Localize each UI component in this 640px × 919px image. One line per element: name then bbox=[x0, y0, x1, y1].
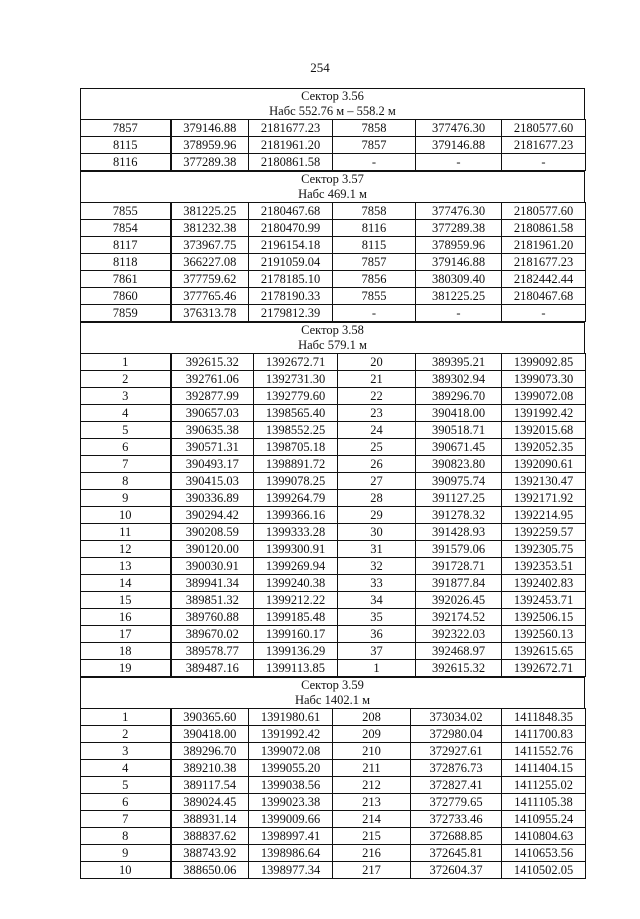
x-coordinate-cell: 377476.30 bbox=[416, 203, 502, 220]
sector-header bbox=[80, 171, 585, 202]
point-number-cell: 7861 bbox=[81, 271, 171, 288]
y-coordinate-cell: 1398552.25 bbox=[254, 422, 338, 439]
x-coordinate-cell: 389296.70 bbox=[171, 743, 249, 760]
x-coordinate-cell: 389296.70 bbox=[416, 388, 502, 405]
sector-header bbox=[80, 322, 585, 353]
point-number-cell: 1 bbox=[338, 660, 416, 677]
x-coordinate-cell: 377765.46 bbox=[171, 288, 249, 305]
y-coordinate-cell: 1391992.42 bbox=[502, 405, 586, 422]
sector-subtitle: Набс 1402.1 м bbox=[294, 693, 371, 707]
point-number-cell: 7860 bbox=[81, 288, 171, 305]
table-row bbox=[81, 760, 586, 777]
point-number-cell: 217 bbox=[333, 862, 411, 879]
x-coordinate-cell: 392468.97 bbox=[416, 643, 502, 660]
y-coordinate-cell: 1392560.13 bbox=[502, 626, 586, 643]
x-coordinate-cell: 389117.54 bbox=[171, 777, 249, 794]
table-row bbox=[81, 154, 586, 171]
y-coordinate-cell: 1398986.64 bbox=[249, 845, 333, 862]
point-number-cell: 24 bbox=[338, 422, 416, 439]
x-coordinate-cell: 389670.02 bbox=[171, 626, 254, 643]
point-number-cell: 7855 bbox=[81, 203, 171, 220]
sector-subtitle: Набс 579.1 м bbox=[298, 338, 367, 352]
x-coordinate-cell: 390294.42 bbox=[171, 507, 254, 524]
point-number-cell: 14 bbox=[81, 575, 171, 592]
x-coordinate-cell: 373967.75 bbox=[171, 237, 249, 254]
y-coordinate-cell: 2178190.33 bbox=[249, 288, 333, 305]
table-row bbox=[81, 237, 586, 254]
y-coordinate-cell: 2181961.20 bbox=[502, 237, 586, 254]
x-coordinate-cell: 391127.25 bbox=[416, 490, 502, 507]
point-number-cell: 213 bbox=[333, 794, 411, 811]
point-number-cell: 8115 bbox=[81, 137, 171, 154]
y-coordinate-cell: 2181677.23 bbox=[249, 120, 333, 137]
y-coordinate-cell: 1410502.05 bbox=[502, 862, 586, 879]
x-coordinate-cell: 376313.78 bbox=[171, 305, 249, 322]
point-number-cell: 21 bbox=[338, 371, 416, 388]
coordinates-document bbox=[80, 88, 585, 879]
point-number-cell: 3 bbox=[81, 388, 171, 405]
y-coordinate-cell: 1410653.56 bbox=[502, 845, 586, 862]
x-coordinate-cell: 366227.08 bbox=[171, 254, 249, 271]
x-coordinate-cell: 377476.30 bbox=[416, 120, 502, 137]
y-coordinate-cell: 1398891.72 bbox=[254, 456, 338, 473]
point-number-cell: 7857 bbox=[81, 120, 171, 137]
sector-subtitle: Набс 552.76 м – 558.2 м bbox=[269, 104, 396, 118]
x-coordinate-cell: 379146.88 bbox=[416, 137, 502, 154]
x-coordinate-cell: 389395.21 bbox=[416, 354, 502, 371]
y-coordinate-cell: 1411848.35 bbox=[502, 709, 586, 726]
y-coordinate-cell: 1392305.75 bbox=[502, 541, 586, 558]
point-number-cell: 8116 bbox=[333, 220, 416, 237]
point-number-cell: 6 bbox=[81, 439, 171, 456]
y-coordinate-cell: 1392402.83 bbox=[502, 575, 586, 592]
y-coordinate-cell: 1392615.65 bbox=[502, 643, 586, 660]
point-number-cell: 8117 bbox=[81, 237, 171, 254]
point-number-cell: 3 bbox=[81, 743, 171, 760]
y-coordinate-cell: 1399264.79 bbox=[254, 490, 338, 507]
x-coordinate-cell: 389487.16 bbox=[171, 660, 254, 677]
x-coordinate-cell: 392615.32 bbox=[416, 660, 502, 677]
y-coordinate-cell: 1410804.63 bbox=[502, 828, 586, 845]
y-coordinate-cell: 1410955.24 bbox=[502, 811, 586, 828]
point-number-cell: 7858 bbox=[333, 203, 416, 220]
table-row bbox=[81, 388, 586, 405]
table-row bbox=[81, 422, 586, 439]
table-row bbox=[81, 743, 586, 760]
x-coordinate-cell: 391428.93 bbox=[416, 524, 502, 541]
y-coordinate-cell: 2180577.60 bbox=[502, 120, 586, 137]
y-coordinate-cell: 2179812.39 bbox=[249, 305, 333, 322]
x-coordinate-cell: 392026.45 bbox=[416, 592, 502, 609]
point-number-cell: - bbox=[333, 154, 416, 171]
table-row bbox=[81, 660, 586, 677]
y-coordinate-cell: 1392672.71 bbox=[502, 660, 586, 677]
point-number-cell: 19 bbox=[81, 660, 171, 677]
table-row bbox=[81, 254, 586, 271]
y-coordinate-cell: 1399240.38 bbox=[254, 575, 338, 592]
x-coordinate-cell: 372980.04 bbox=[411, 726, 502, 743]
point-number-cell: 8 bbox=[81, 828, 171, 845]
y-coordinate-cell: 2180861.58 bbox=[249, 154, 333, 171]
x-coordinate-cell: 389578.77 bbox=[171, 643, 254, 660]
y-coordinate-cell: 1399136.29 bbox=[254, 643, 338, 660]
y-coordinate-cell: 1399366.16 bbox=[254, 507, 338, 524]
point-number-cell: 211 bbox=[333, 760, 411, 777]
table-row bbox=[81, 371, 586, 388]
x-coordinate-cell: 390336.89 bbox=[171, 490, 254, 507]
y-coordinate-cell: 1411105.38 bbox=[502, 794, 586, 811]
x-coordinate-cell: 390657.03 bbox=[171, 405, 254, 422]
point-number-cell: 2 bbox=[81, 371, 171, 388]
point-number-cell: 22 bbox=[338, 388, 416, 405]
y-coordinate-cell: - bbox=[502, 305, 586, 322]
table-row bbox=[81, 626, 586, 643]
table-row bbox=[81, 354, 586, 371]
x-coordinate-cell: 391728.71 bbox=[416, 558, 502, 575]
sector-table bbox=[80, 708, 586, 879]
point-number-cell: 7 bbox=[81, 811, 171, 828]
table-row bbox=[81, 137, 586, 154]
point-number-cell: 36 bbox=[338, 626, 416, 643]
x-coordinate-cell: 381225.25 bbox=[416, 288, 502, 305]
x-coordinate-cell: 390571.31 bbox=[171, 439, 254, 456]
y-coordinate-cell: 1392506.15 bbox=[502, 609, 586, 626]
point-number-cell: 5 bbox=[81, 777, 171, 794]
table-row bbox=[81, 220, 586, 237]
point-number-cell: 216 bbox=[333, 845, 411, 862]
table-row bbox=[81, 305, 586, 322]
y-coordinate-cell: 1399092.85 bbox=[502, 354, 586, 371]
y-coordinate-cell: 1392171.92 bbox=[502, 490, 586, 507]
table-row bbox=[81, 845, 586, 862]
y-coordinate-cell: 1398565.40 bbox=[254, 405, 338, 422]
x-coordinate-cell: 390365.60 bbox=[171, 709, 249, 726]
x-coordinate-cell: 389210.38 bbox=[171, 760, 249, 777]
point-number-cell: 212 bbox=[333, 777, 411, 794]
x-coordinate-cell: 372927.61 bbox=[411, 743, 502, 760]
point-number-cell: 7855 bbox=[333, 288, 416, 305]
x-coordinate-cell: 391278.32 bbox=[416, 507, 502, 524]
table-row bbox=[81, 794, 586, 811]
y-coordinate-cell: 1399072.08 bbox=[502, 388, 586, 405]
table-row bbox=[81, 473, 586, 490]
x-coordinate-cell: - bbox=[416, 154, 502, 171]
point-number-cell: 7856 bbox=[333, 271, 416, 288]
sector-header bbox=[80, 677, 585, 708]
x-coordinate-cell: 372779.65 bbox=[411, 794, 502, 811]
y-coordinate-cell: 1392779.60 bbox=[254, 388, 338, 405]
sector-header bbox=[80, 88, 585, 119]
point-number-cell: 8 bbox=[81, 473, 171, 490]
x-coordinate-cell: 390823.80 bbox=[416, 456, 502, 473]
point-number-cell: 9 bbox=[81, 490, 171, 507]
x-coordinate-cell: 390671.45 bbox=[416, 439, 502, 456]
table-row bbox=[81, 726, 586, 743]
x-coordinate-cell: 377289.38 bbox=[416, 220, 502, 237]
table-row bbox=[81, 643, 586, 660]
table-row bbox=[81, 405, 586, 422]
y-coordinate-cell: - bbox=[502, 154, 586, 171]
point-number-cell: 9 bbox=[81, 845, 171, 862]
x-coordinate-cell: 372827.41 bbox=[411, 777, 502, 794]
x-coordinate-cell: 392322.03 bbox=[416, 626, 502, 643]
x-coordinate-cell: 389024.45 bbox=[171, 794, 249, 811]
y-coordinate-cell: 1392453.71 bbox=[502, 592, 586, 609]
point-number-cell: 33 bbox=[338, 575, 416, 592]
point-number-cell: 25 bbox=[338, 439, 416, 456]
y-coordinate-cell: 1411404.15 bbox=[502, 760, 586, 777]
y-coordinate-cell: 1399269.94 bbox=[254, 558, 338, 575]
x-coordinate-cell: 392174.52 bbox=[416, 609, 502, 626]
point-number-cell: 17 bbox=[81, 626, 171, 643]
x-coordinate-cell: - bbox=[416, 305, 502, 322]
x-coordinate-cell: 390493.17 bbox=[171, 456, 254, 473]
y-coordinate-cell: 2182442.44 bbox=[502, 271, 586, 288]
table-row bbox=[81, 709, 586, 726]
point-number-cell: 27 bbox=[338, 473, 416, 490]
y-coordinate-cell: 1411255.02 bbox=[502, 777, 586, 794]
x-coordinate-cell: 390418.00 bbox=[416, 405, 502, 422]
y-coordinate-cell: 1399212.22 bbox=[254, 592, 338, 609]
point-number-cell: 214 bbox=[333, 811, 411, 828]
table-row bbox=[81, 439, 586, 456]
x-coordinate-cell: 388837.62 bbox=[171, 828, 249, 845]
y-coordinate-cell: 1398705.18 bbox=[254, 439, 338, 456]
point-number-cell: 26 bbox=[338, 456, 416, 473]
sector-title: Сектор 3.58 bbox=[301, 323, 364, 337]
x-coordinate-cell: 388931.14 bbox=[171, 811, 249, 828]
table-row bbox=[81, 777, 586, 794]
y-coordinate-cell: 1392731.30 bbox=[254, 371, 338, 388]
x-coordinate-cell: 389760.88 bbox=[171, 609, 254, 626]
x-coordinate-cell: 372604.37 bbox=[411, 862, 502, 879]
x-coordinate-cell: 389941.34 bbox=[171, 575, 254, 592]
x-coordinate-cell: 390635.38 bbox=[171, 422, 254, 439]
point-number-cell: 7854 bbox=[81, 220, 171, 237]
table-row bbox=[81, 558, 586, 575]
point-number-cell: 208 bbox=[333, 709, 411, 726]
point-number-cell: 32 bbox=[338, 558, 416, 575]
point-number-cell: 4 bbox=[81, 760, 171, 777]
table-row bbox=[81, 490, 586, 507]
x-coordinate-cell: 392761.06 bbox=[171, 371, 254, 388]
y-coordinate-cell: 2191059.04 bbox=[249, 254, 333, 271]
sector-table bbox=[80, 202, 586, 322]
point-number-cell: 23 bbox=[338, 405, 416, 422]
x-coordinate-cell: 372688.85 bbox=[411, 828, 502, 845]
point-number-cell: 215 bbox=[333, 828, 411, 845]
point-number-cell: 20 bbox=[338, 354, 416, 371]
y-coordinate-cell: 1399078.25 bbox=[254, 473, 338, 490]
point-number-cell: 7 bbox=[81, 456, 171, 473]
point-number-cell: 15 bbox=[81, 592, 171, 609]
point-number-cell: 2 bbox=[81, 726, 171, 743]
x-coordinate-cell: 380309.40 bbox=[416, 271, 502, 288]
y-coordinate-cell: 1399113.85 bbox=[254, 660, 338, 677]
table-row bbox=[81, 828, 586, 845]
table-row bbox=[81, 271, 586, 288]
table-row bbox=[81, 811, 586, 828]
x-coordinate-cell: 390518.71 bbox=[416, 422, 502, 439]
y-coordinate-cell: 1391980.61 bbox=[249, 709, 333, 726]
y-coordinate-cell: 1392052.35 bbox=[502, 439, 586, 456]
point-number-cell: 209 bbox=[333, 726, 411, 743]
y-coordinate-cell: 1411700.83 bbox=[502, 726, 586, 743]
y-coordinate-cell: 1399185.48 bbox=[254, 609, 338, 626]
x-coordinate-cell: 381232.38 bbox=[171, 220, 249, 237]
x-coordinate-cell: 389302.94 bbox=[416, 371, 502, 388]
table-row bbox=[81, 288, 586, 305]
table-row bbox=[81, 507, 586, 524]
y-coordinate-cell: 1398977.34 bbox=[249, 862, 333, 879]
x-coordinate-cell: 390120.00 bbox=[171, 541, 254, 558]
x-coordinate-cell: 377759.62 bbox=[171, 271, 249, 288]
x-coordinate-cell: 392877.99 bbox=[171, 388, 254, 405]
y-coordinate-cell: 2196154.18 bbox=[249, 237, 333, 254]
y-coordinate-cell: 1411552.76 bbox=[502, 743, 586, 760]
y-coordinate-cell: 1399300.91 bbox=[254, 541, 338, 558]
x-coordinate-cell: 390975.74 bbox=[416, 473, 502, 490]
x-coordinate-cell: 379146.88 bbox=[171, 120, 249, 137]
x-coordinate-cell: 390415.03 bbox=[171, 473, 254, 490]
y-coordinate-cell: 1398997.41 bbox=[249, 828, 333, 845]
table-row bbox=[81, 541, 586, 558]
x-coordinate-cell: 381225.25 bbox=[171, 203, 249, 220]
x-coordinate-cell: 388650.06 bbox=[171, 862, 249, 879]
y-coordinate-cell: 1392015.68 bbox=[502, 422, 586, 439]
sector-title: Сектор 3.59 bbox=[301, 678, 364, 692]
y-coordinate-cell: 1399023.38 bbox=[249, 794, 333, 811]
point-number-cell: 7858 bbox=[333, 120, 416, 137]
y-coordinate-cell: 1399333.28 bbox=[254, 524, 338, 541]
y-coordinate-cell: 1392130.47 bbox=[502, 473, 586, 490]
y-coordinate-cell: 1392214.95 bbox=[502, 507, 586, 524]
y-coordinate-cell: 1399160.17 bbox=[254, 626, 338, 643]
point-number-cell: 13 bbox=[81, 558, 171, 575]
x-coordinate-cell: 379146.88 bbox=[416, 254, 502, 271]
point-number-cell: 16 bbox=[81, 609, 171, 626]
y-coordinate-cell: 1399055.20 bbox=[249, 760, 333, 777]
y-coordinate-cell: 1399038.56 bbox=[249, 777, 333, 794]
page-number: 254 bbox=[310, 60, 330, 75]
x-coordinate-cell: 391877.84 bbox=[416, 575, 502, 592]
sector-table bbox=[80, 353, 586, 677]
y-coordinate-cell: 1399009.66 bbox=[249, 811, 333, 828]
point-number-cell: 30 bbox=[338, 524, 416, 541]
sector-title: Сектор 3.57 bbox=[301, 172, 364, 186]
y-coordinate-cell: 2180467.68 bbox=[502, 288, 586, 305]
y-coordinate-cell: 2178185.10 bbox=[249, 271, 333, 288]
x-coordinate-cell: 390208.59 bbox=[171, 524, 254, 541]
point-number-cell: 210 bbox=[333, 743, 411, 760]
point-number-cell: 35 bbox=[338, 609, 416, 626]
point-number-cell: 37 bbox=[338, 643, 416, 660]
table-row bbox=[81, 609, 586, 626]
point-number-cell: 28 bbox=[338, 490, 416, 507]
point-number-cell: 5 bbox=[81, 422, 171, 439]
x-coordinate-cell: 389851.32 bbox=[171, 592, 254, 609]
x-coordinate-cell: 372733.46 bbox=[411, 811, 502, 828]
point-number-cell: 8118 bbox=[81, 254, 171, 271]
point-number-cell: 8115 bbox=[333, 237, 416, 254]
x-coordinate-cell: 390418.00 bbox=[171, 726, 249, 743]
y-coordinate-cell: 1391992.42 bbox=[249, 726, 333, 743]
point-number-cell: 4 bbox=[81, 405, 171, 422]
y-coordinate-cell: 2180861.58 bbox=[502, 220, 586, 237]
point-number-cell: 1 bbox=[81, 709, 171, 726]
y-coordinate-cell: 2180467.68 bbox=[249, 203, 333, 220]
y-coordinate-cell: 1392259.57 bbox=[502, 524, 586, 541]
point-number-cell: - bbox=[333, 305, 416, 322]
y-coordinate-cell: 1392090.61 bbox=[502, 456, 586, 473]
y-coordinate-cell: 2181677.23 bbox=[502, 137, 586, 154]
y-coordinate-cell: 2181677.23 bbox=[502, 254, 586, 271]
x-coordinate-cell: 392615.32 bbox=[171, 354, 254, 371]
table-row bbox=[81, 203, 586, 220]
point-number-cell: 7857 bbox=[333, 137, 416, 154]
y-coordinate-cell: 1399073.30 bbox=[502, 371, 586, 388]
point-number-cell: 1 bbox=[81, 354, 171, 371]
point-number-cell: 10 bbox=[81, 507, 171, 524]
point-number-cell: 10 bbox=[81, 862, 171, 879]
point-number-cell: 7859 bbox=[81, 305, 171, 322]
y-coordinate-cell: 2181961.20 bbox=[249, 137, 333, 154]
x-coordinate-cell: 378959.96 bbox=[171, 137, 249, 154]
x-coordinate-cell: 372645.81 bbox=[411, 845, 502, 862]
point-number-cell: 12 bbox=[81, 541, 171, 558]
y-coordinate-cell: 1399072.08 bbox=[249, 743, 333, 760]
y-coordinate-cell: 1392353.51 bbox=[502, 558, 586, 575]
table-row bbox=[81, 120, 586, 137]
x-coordinate-cell: 372876.73 bbox=[411, 760, 502, 777]
table-row bbox=[81, 592, 586, 609]
point-number-cell: 34 bbox=[338, 592, 416, 609]
x-coordinate-cell: 377289.38 bbox=[171, 154, 249, 171]
point-number-cell: 31 bbox=[338, 541, 416, 558]
x-coordinate-cell: 388743.92 bbox=[171, 845, 249, 862]
point-number-cell: 29 bbox=[338, 507, 416, 524]
point-number-cell: 18 bbox=[81, 643, 171, 660]
table-row bbox=[81, 862, 586, 879]
table-row bbox=[81, 456, 586, 473]
table-row bbox=[81, 575, 586, 592]
point-number-cell: 11 bbox=[81, 524, 171, 541]
sector-table bbox=[80, 119, 586, 171]
y-coordinate-cell: 2180470.99 bbox=[249, 220, 333, 237]
x-coordinate-cell: 390030.91 bbox=[171, 558, 254, 575]
x-coordinate-cell: 378959.96 bbox=[416, 237, 502, 254]
y-coordinate-cell: 2180577.60 bbox=[502, 203, 586, 220]
sector-subtitle: Набс 469.1 м bbox=[298, 187, 367, 201]
point-number-cell: 8116 bbox=[81, 154, 171, 171]
x-coordinate-cell: 391579.06 bbox=[416, 541, 502, 558]
x-coordinate-cell: 373034.02 bbox=[411, 709, 502, 726]
sector-title: Сектор 3.56 bbox=[301, 89, 364, 103]
point-number-cell: 6 bbox=[81, 794, 171, 811]
table-row bbox=[81, 524, 586, 541]
y-coordinate-cell: 1392672.71 bbox=[254, 354, 338, 371]
point-number-cell: 7857 bbox=[333, 254, 416, 271]
